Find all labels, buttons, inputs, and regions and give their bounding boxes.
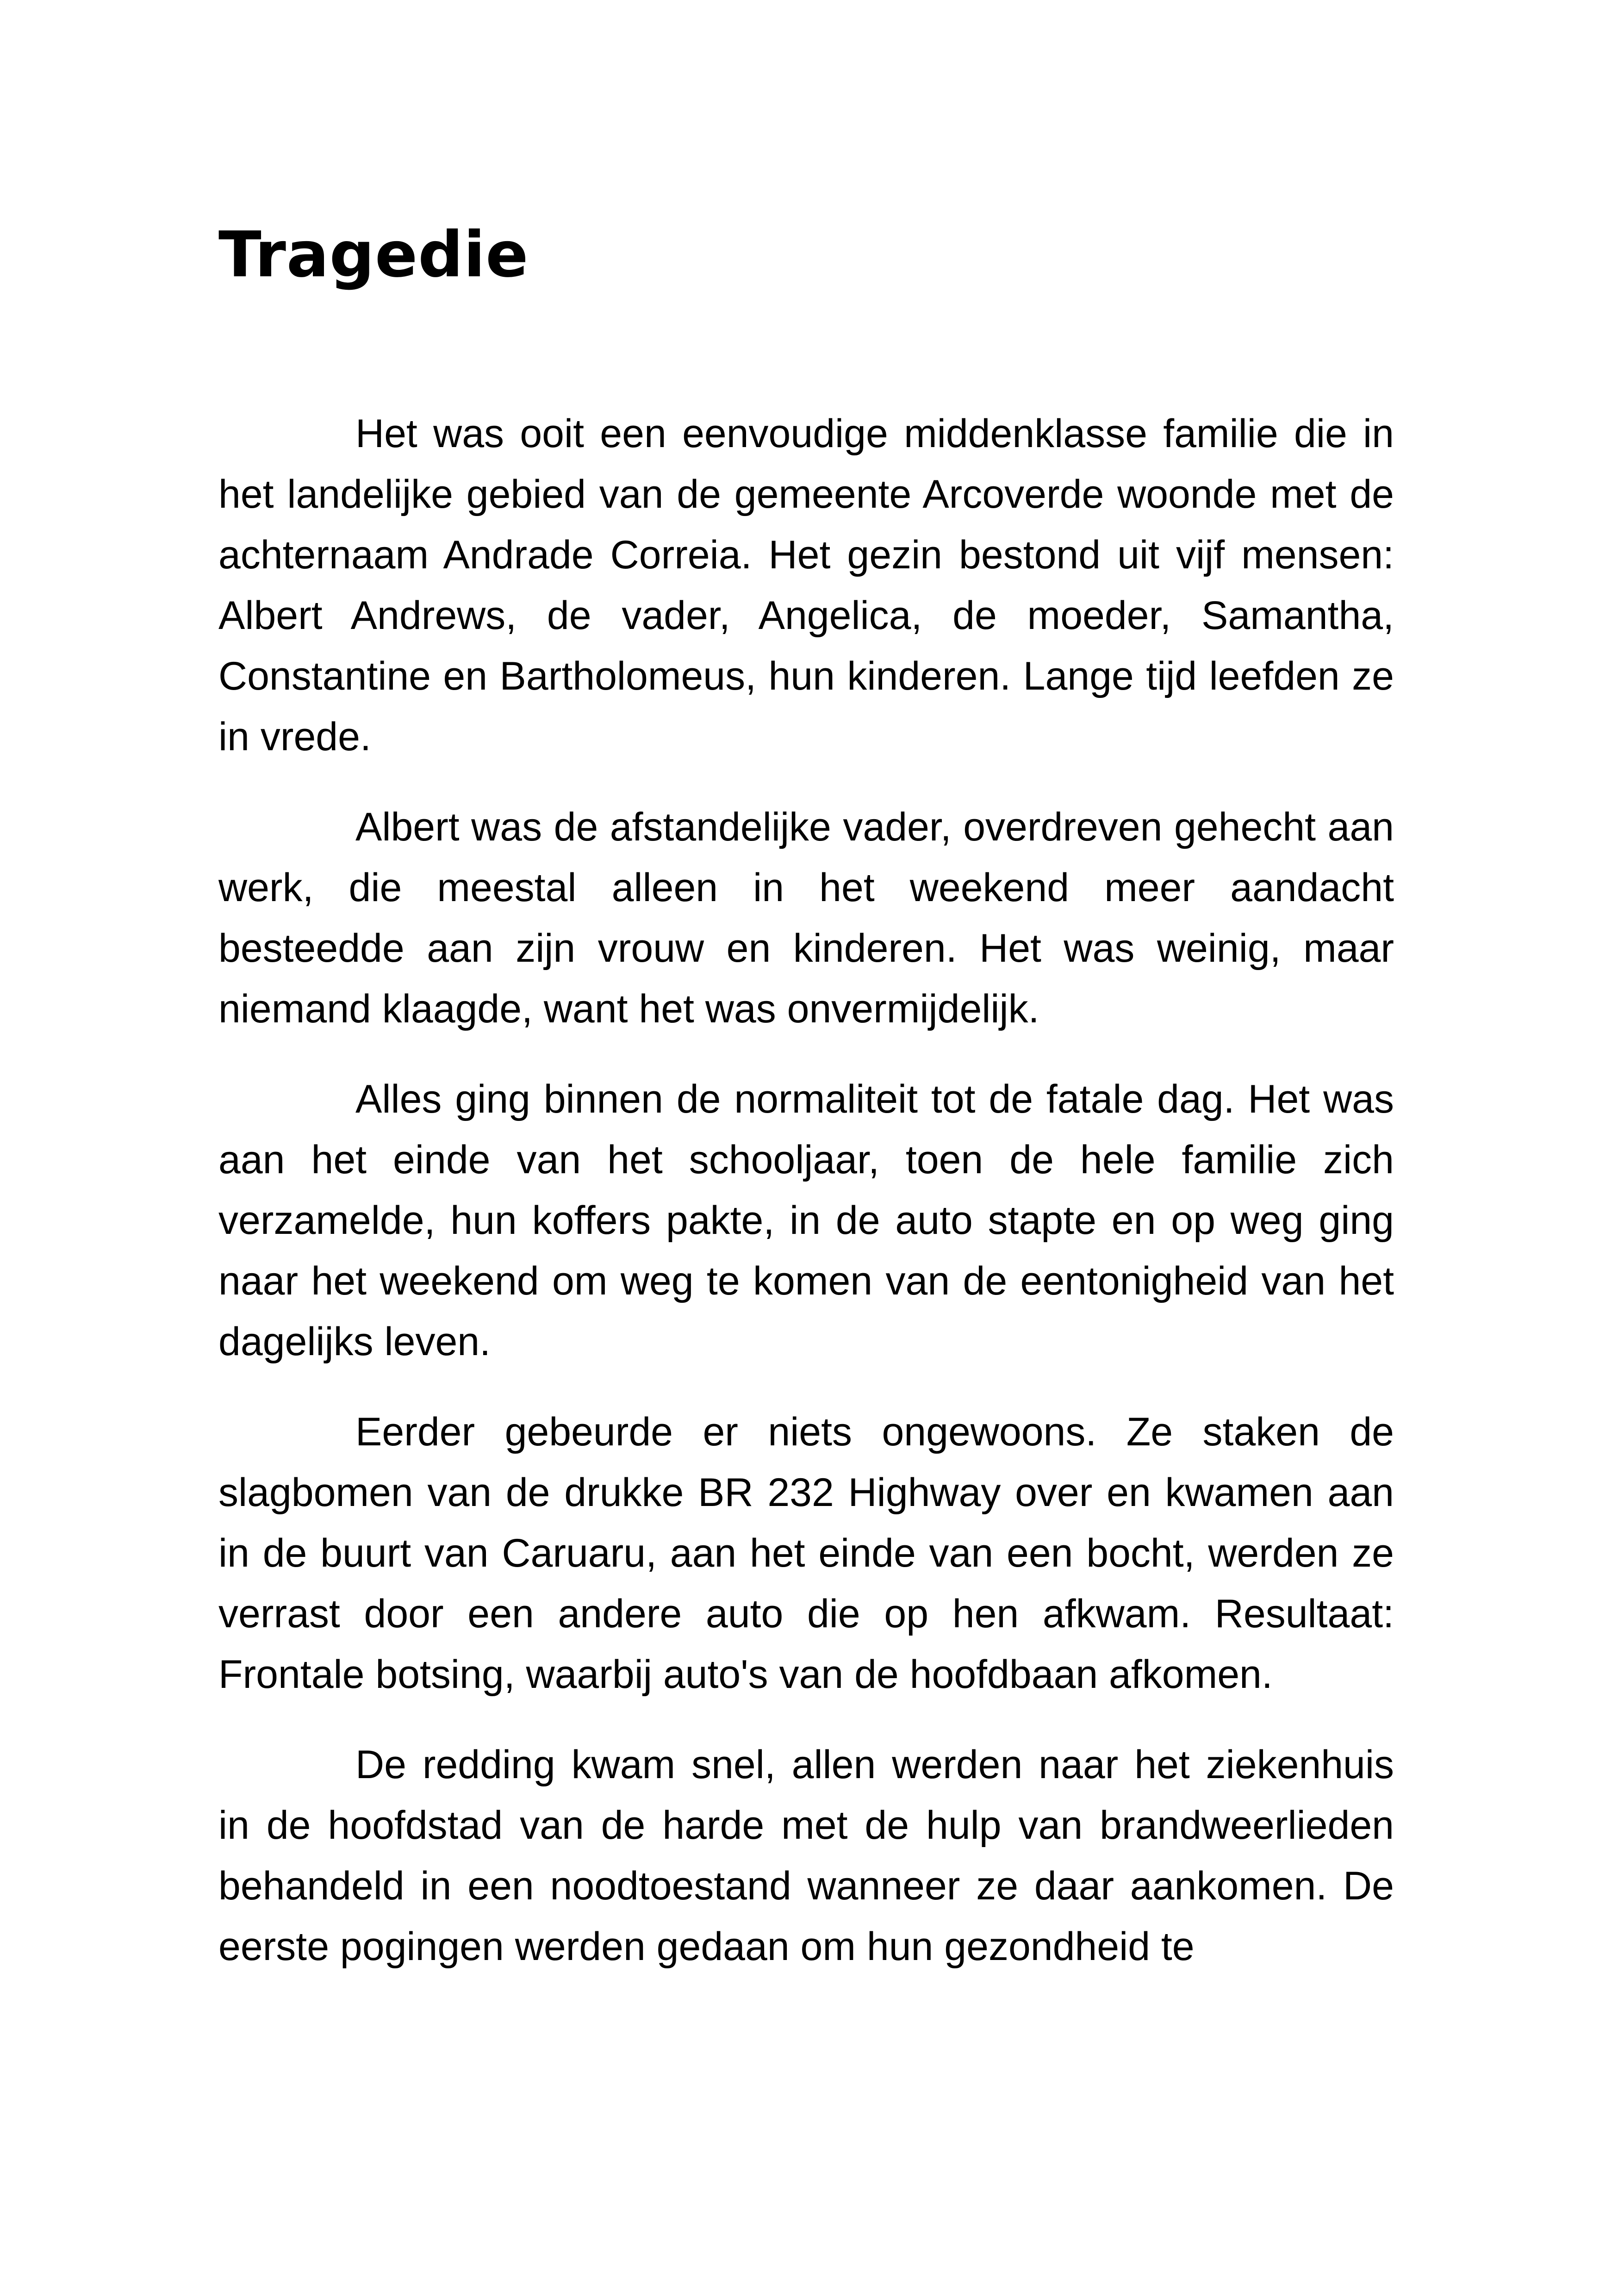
paragraph-3: Alles ging binnen de normaliteit tot de fatale dag. Het was aan het einde van het schooljaar, toen de hele familie zich verzamelde, hun koffers pakte, in de auto stapte en op weg ging naar het weekend om weg te komen van de eentonigheid van het dagelijks leven.	[218, 1077, 1394, 1364]
paragraph-2: Albert was de afstandelijke vader, overdreven gehecht aan werk, die meestal alleen in het weekend meer aandacht besteedde aan zijn vrouw en kinderen. Het was weinig, maar niemand klaagde, want het was onvermijdelijk.	[218, 805, 1394, 1031]
paragraph-1: Het was ooit een eenvoudige middenklasse familie die in het landelijke gebied van de gemeente Arcoverde woonde met de achternaam Andrade Correia. Het gezin bestond uit vijf mensen: Albert Andrews, de vader, Angelica, de moeder, Samantha, Constantine en Bartholomeus, hun kinderen. Lange tijd leefden ze in vrede.	[218, 411, 1394, 759]
paragraph-5: De redding kwam snel, allen werden naar het ziekenhuis in de hoofdstad van de harde met de hulp van brandweerlieden behandeld in een noodtoestand wanneer ze daar aankomen. De eerste pogingen werden gedaan om hun gezondheid te	[218, 1742, 1394, 1969]
chapter-title: Tragedie	[218, 218, 529, 292]
paragraph-4: Eerder gebeurde er niets ongewoons. Ze staken de slagbomen van de drukke BR 232 Highway over en kwamen aan in de buurt van Caruaru, aan het einde van een bocht, werden ze verrast door een andere auto die op hen afkwam. Resultaat: Frontale botsing, waarbij auto's van de hoofdbaan afkomen.	[218, 1410, 1394, 1697]
chapter-body	[218, 404, 1394, 2007]
